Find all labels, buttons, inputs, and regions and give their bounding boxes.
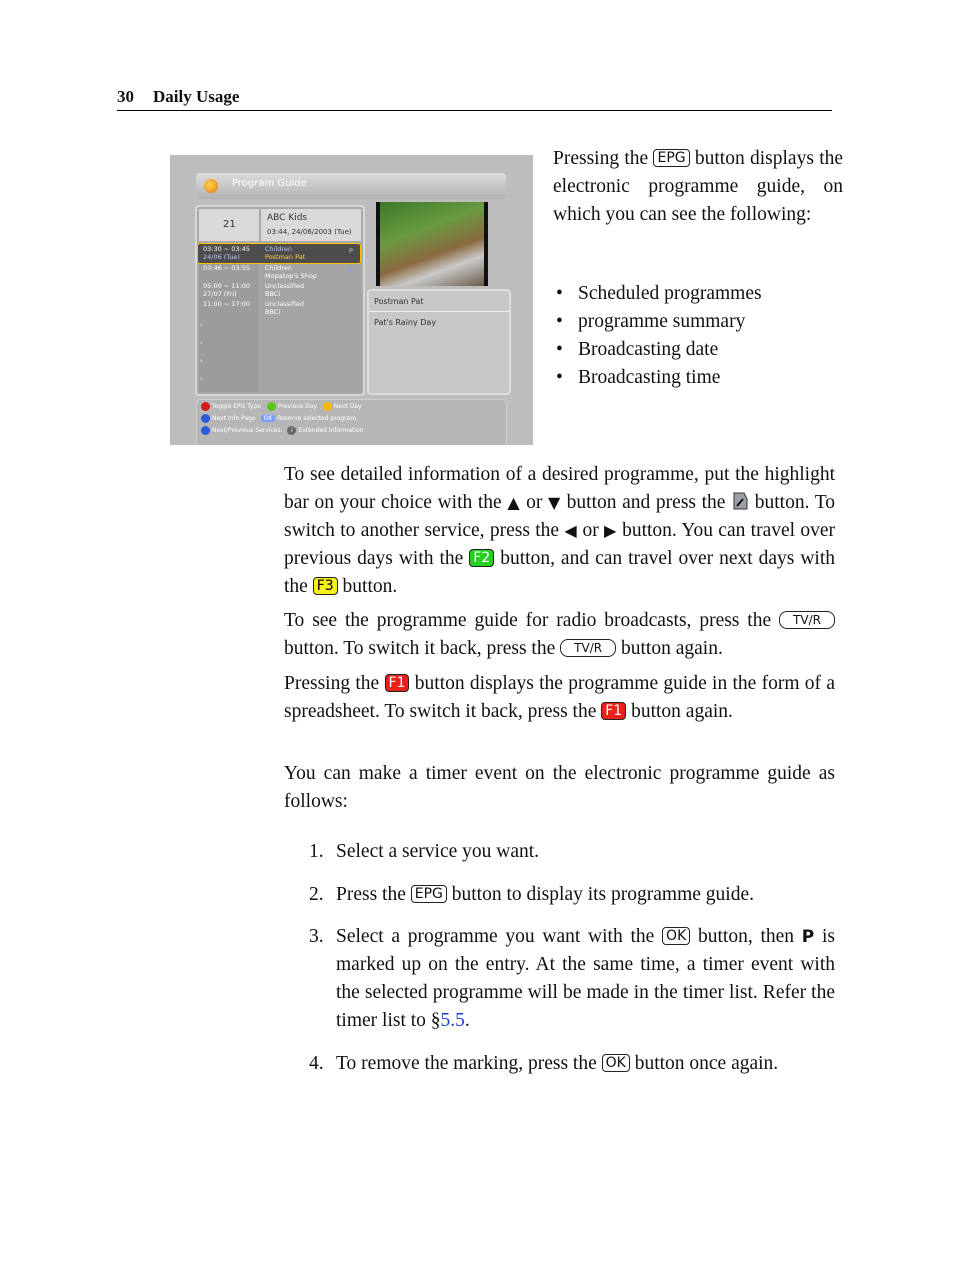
service-datetime: 03:44, 24/06/2003 (Tue) bbox=[267, 228, 352, 236]
paragraph-navigation bbox=[284, 461, 835, 601]
schedule-panel bbox=[195, 205, 365, 396]
text: To see the programme guide for radio broadcasts, press the bbox=[284, 610, 772, 631]
schedule-title: BBCi bbox=[265, 308, 281, 316]
text: . bbox=[464, 1010, 470, 1031]
epg-key-icon: EPG bbox=[653, 149, 689, 167]
text: button once again. bbox=[634, 1053, 779, 1074]
video-preview bbox=[376, 202, 488, 286]
text: button again. bbox=[621, 638, 723, 659]
red-key-icon bbox=[201, 402, 210, 411]
schedule-title: BBCi bbox=[265, 290, 281, 298]
schedule-genre: Children bbox=[265, 245, 293, 253]
row-arrow-icon: › bbox=[200, 375, 203, 383]
schedule-time: 05:00 ~ 11:00 bbox=[203, 282, 251, 290]
paragraph-timer: You can make a timer event on the electronic programme guide as follows: bbox=[284, 763, 835, 812]
paragraph-radio bbox=[284, 607, 835, 663]
page-header bbox=[117, 86, 832, 111]
text: button. To switch it back, press the bbox=[284, 638, 556, 659]
program-guide-titlebar bbox=[196, 173, 506, 199]
help-green: Previous Day bbox=[277, 403, 317, 410]
help-blue: Next Info Page bbox=[212, 415, 256, 422]
intro-text-b: button displays the electronic programme guide, on which you can see the following: bbox=[553, 148, 844, 225]
f2-key-icon: F2 bbox=[469, 549, 494, 567]
down-arrow-icon: ▼ bbox=[547, 493, 562, 512]
arrow-keys-icon bbox=[201, 426, 210, 435]
program-guide-title: Program Guide bbox=[232, 178, 307, 189]
reserve-mark: 9 bbox=[349, 266, 354, 274]
epg-key-icon: EPG bbox=[411, 885, 447, 903]
service-box bbox=[261, 209, 361, 241]
ok-key-icon: OK bbox=[662, 927, 690, 945]
step-1 bbox=[309, 838, 835, 866]
info-key-icon: i bbox=[287, 426, 296, 435]
feature-list bbox=[556, 280, 846, 392]
text: button and press the bbox=[566, 492, 726, 513]
schedule-title: Mopatop's Shop bbox=[265, 272, 317, 280]
f1-key-icon: F1 bbox=[601, 702, 626, 720]
schedule-genre: Unclassified bbox=[265, 282, 305, 290]
page-number: 30 bbox=[117, 87, 134, 106]
schedule-genre: Unclassified bbox=[265, 300, 305, 308]
step-number: 2. bbox=[309, 884, 324, 905]
step-text bbox=[336, 923, 835, 1035]
list-item: • Broadcasting date bbox=[556, 336, 846, 364]
text: button to display its programme guide. bbox=[451, 884, 754, 905]
info-summary: Pat's Rainy Day bbox=[374, 318, 437, 327]
text: Pressing the bbox=[284, 673, 380, 694]
tv-radio-key-icon: TV/R bbox=[560, 639, 616, 657]
help-arrows: Next/Previous Services. bbox=[212, 427, 283, 434]
list-item: • Scheduled programmes bbox=[556, 280, 846, 308]
paragraph-spreadsheet bbox=[284, 670, 835, 726]
text: button. To switch to another service, press the bbox=[284, 492, 836, 541]
step-2 bbox=[309, 881, 835, 909]
help-ok: Reserve selected program. bbox=[277, 415, 358, 422]
intro-paragraph bbox=[553, 145, 843, 229]
list-item: • Broadcasting time bbox=[556, 364, 846, 392]
step-4 bbox=[309, 1050, 835, 1078]
schedule-date: 24/06 (Tue) bbox=[203, 253, 240, 261]
text: Select a programme you want with the bbox=[336, 926, 655, 947]
text: is marked up on the entry. At the same time, a timer event with the selected programme will be made in the timer list. Refer the timer list to § bbox=[336, 926, 836, 1031]
section-title: Daily Usage bbox=[153, 87, 240, 106]
schedule-time: 03:46 ~ 03:55 bbox=[203, 264, 251, 272]
list-item: • programme summary bbox=[556, 308, 846, 336]
logo-icon bbox=[204, 179, 218, 193]
text: button displays the programme guide in the form of a spreadsheet. To switch it back, press the bbox=[284, 673, 836, 722]
text: To remove the marking, press the bbox=[336, 1053, 597, 1074]
row-arrow-icon: › bbox=[200, 339, 203, 347]
schedule-time: 03:30 ~ 03:45 bbox=[203, 245, 251, 253]
blue-key-icon bbox=[201, 414, 210, 423]
info-divider bbox=[369, 311, 509, 312]
schedule-date: 27/07 (Fri) bbox=[203, 290, 237, 298]
ok-key-icon: OK bbox=[261, 415, 276, 422]
day-box bbox=[199, 209, 259, 241]
row-arrow-icon: › bbox=[200, 321, 203, 329]
text: button. bbox=[342, 576, 398, 597]
step-number: 1. bbox=[309, 841, 324, 862]
reserve-mark: P bbox=[349, 247, 353, 255]
schedule-title: Postman Pat bbox=[265, 253, 306, 261]
help-red: Toggle EPG Type bbox=[212, 403, 261, 410]
video-image bbox=[380, 202, 484, 286]
step-number: 3. bbox=[309, 926, 324, 947]
info-title: Postman Pat bbox=[374, 297, 424, 306]
text: or bbox=[526, 492, 543, 513]
f3-key-icon: F3 bbox=[313, 577, 338, 595]
schedule-time: 11:00 ~ 17:00 bbox=[203, 300, 251, 308]
text: button, then bbox=[698, 926, 795, 947]
text: Press the bbox=[336, 884, 406, 905]
text: button, and can travel over next days with the bbox=[284, 548, 836, 597]
intro-text-a: Pressing the bbox=[553, 148, 649, 169]
f1-key-icon: F1 bbox=[385, 674, 410, 692]
green-key-icon bbox=[267, 402, 276, 411]
ok-key-icon: OK bbox=[602, 1054, 630, 1072]
help-bar bbox=[196, 399, 507, 445]
reserve-mark-p: P bbox=[801, 927, 815, 947]
text: button again. bbox=[631, 701, 733, 722]
text: or bbox=[582, 520, 599, 541]
text: button. You can travel over previous days with the bbox=[284, 520, 836, 569]
step-text bbox=[336, 881, 835, 909]
left-arrow-icon: ◀ bbox=[564, 521, 578, 540]
step-3 bbox=[309, 923, 835, 1035]
step-number: 4. bbox=[309, 1053, 324, 1074]
step-text bbox=[336, 1050, 835, 1078]
remote-info-button-icon bbox=[731, 491, 749, 511]
service-name: ABC Kids bbox=[267, 213, 308, 223]
yellow-key-icon bbox=[323, 402, 332, 411]
text: To see detailed information of a desired programme, put the highlight bar on your choice with the bbox=[284, 464, 835, 513]
step-text: Select a service you want. bbox=[336, 841, 540, 862]
up-arrow-icon: ▲ bbox=[507, 493, 521, 512]
epg-screenshot bbox=[170, 155, 533, 445]
help-info: Extended Information bbox=[298, 427, 364, 434]
section-link[interactable]: 5.5 bbox=[440, 1010, 465, 1031]
day-number: 21 bbox=[223, 219, 236, 230]
row-arrow-icon: › bbox=[200, 357, 203, 365]
schedule-genre: Children bbox=[265, 264, 293, 272]
right-arrow-icon: ▶ bbox=[604, 521, 617, 540]
tv-radio-key-icon: TV/R bbox=[779, 611, 835, 629]
help-yellow: Next Day bbox=[333, 403, 362, 410]
programme-info-box bbox=[367, 289, 511, 395]
